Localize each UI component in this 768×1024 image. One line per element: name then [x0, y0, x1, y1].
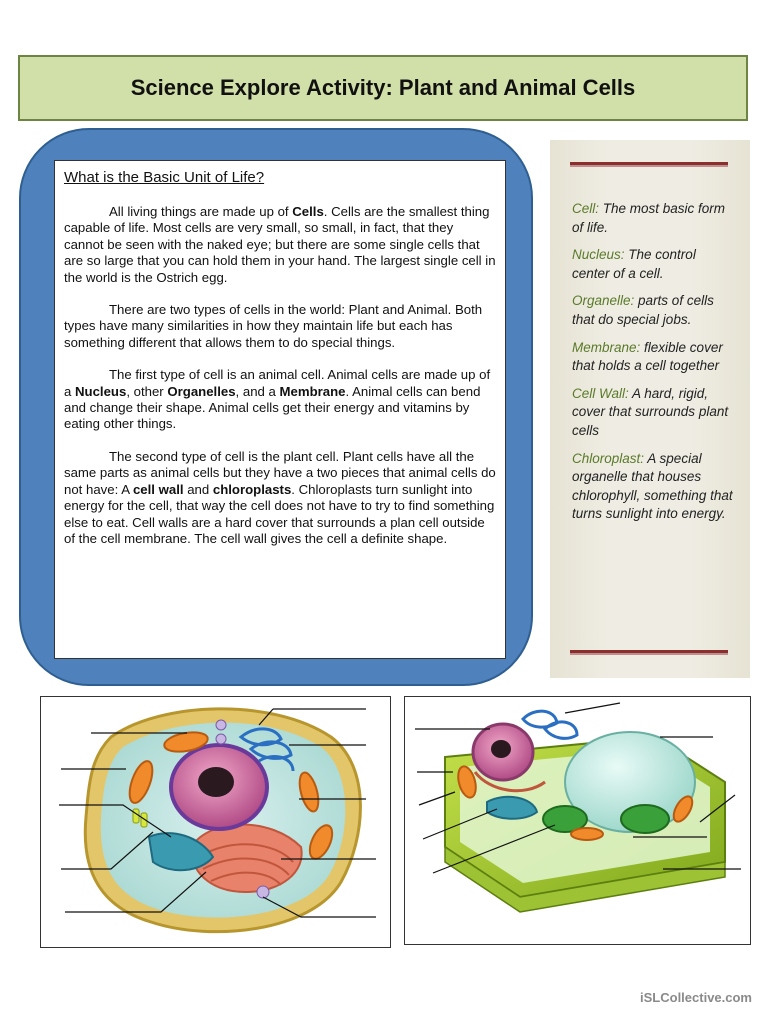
bold-term: Membrane [279, 383, 346, 399]
text-run: and [183, 481, 213, 497]
bold-term: Organelles [167, 383, 236, 399]
bold-term: chloroplasts [212, 481, 292, 497]
plant-golgi [523, 711, 577, 738]
glossary-item-membrane [572, 339, 737, 376]
watermark: iSLCollective.com [640, 990, 752, 1005]
glossary-item-cell-wall [572, 385, 737, 441]
glossary-term: Nucleus: [572, 247, 625, 263]
paragraph-types [64, 302, 496, 351]
animal-cell-diagram [40, 696, 391, 948]
paragraph-plant-cell [64, 449, 496, 547]
glossary-item-chloroplast [572, 450, 737, 524]
plant-cell-illustration [405, 697, 751, 945]
title-banner [18, 55, 748, 121]
glossary-definition: parts of cells that do special jobs. [572, 293, 714, 327]
glossary-definition: flexible cover that holds a cell together [572, 339, 723, 374]
text-run: The first type of cell is an animal cell. Animal cells are made up of a [64, 367, 491, 399]
text-run: . Cells are the smallest thing capable of life. Most cells are very small, so small, in fact, that they cannot be seen with the naked eye; but there are some single cells that are so large that you can hold them in your hand. The largest single cell in the world is the Ostrich egg. [64, 204, 496, 285]
glossary-definition: A hard, rigid, cover that surrounds plant cells [572, 385, 729, 438]
glossary-item-organelle [572, 292, 737, 329]
text-run: . Chloroplasts turn sunlight into energy for the cell, that way the cell does not have to try to find something else to eat. Cell walls are a hard cover that surrounds a plan cell outside of the cell membrane. The cell wall gives the cell a definite shape. [64, 481, 495, 546]
glossary-definition: The control center of a cell. [572, 247, 696, 281]
text-run: , and a [235, 383, 280, 399]
text-run: There are two types of cells in the world: Plant and Animal. Both types have many similarities in how they maintain life but each has something different that allows them to do special things. [64, 302, 483, 350]
paragraph-cells [64, 204, 496, 286]
divider-top [570, 162, 728, 167]
glossary-list [572, 200, 737, 533]
divider-bottom [570, 650, 728, 655]
plant-cell-diagram [404, 696, 751, 945]
text-run: . Animal cells can bend and change their shape. Animal cells get their energy and vitamins by eating other things. [64, 383, 481, 432]
glossary-term: Membrane: [572, 339, 641, 355]
text-run: All living things are made up of [109, 204, 293, 219]
article-heading: What is the Basic Unit of Life? [64, 169, 265, 186]
article-text-box [54, 160, 506, 659]
animal-cell-illustration [41, 697, 391, 948]
glossary-term: Cell Wall: [572, 385, 629, 401]
glossary-term: Organelle: [572, 293, 635, 309]
glossary-term: Cell: [572, 201, 600, 216]
bold-term: Nucleus [75, 383, 127, 399]
bold-term: Cells [292, 204, 324, 219]
animal-nucleolus [198, 767, 234, 797]
glossary-definition: A special organelle that houses chlorophyll, something that turns sunlight into energy. [572, 450, 733, 522]
glossary-definition: The most basic form of life. [572, 201, 726, 235]
paragraph-animal-cell [64, 367, 496, 433]
glossary-item-nucleus [572, 246, 737, 283]
text-run: , other [126, 383, 168, 399]
bold-term: cell wall [132, 481, 184, 497]
glossary-item-cell [572, 200, 737, 237]
glossary-term: Chloroplast: [572, 450, 645, 466]
glossary-sidebar [550, 140, 750, 678]
page-title: Science Explore Activity: Plant and Animal Cells [130, 75, 636, 100]
plant-nucleolus [491, 740, 511, 758]
text-run: The second type of cell is the plant cell. Plant cells have all the same parts as animal cells but they have a two pieces that animal cells do not have: A [64, 448, 496, 497]
